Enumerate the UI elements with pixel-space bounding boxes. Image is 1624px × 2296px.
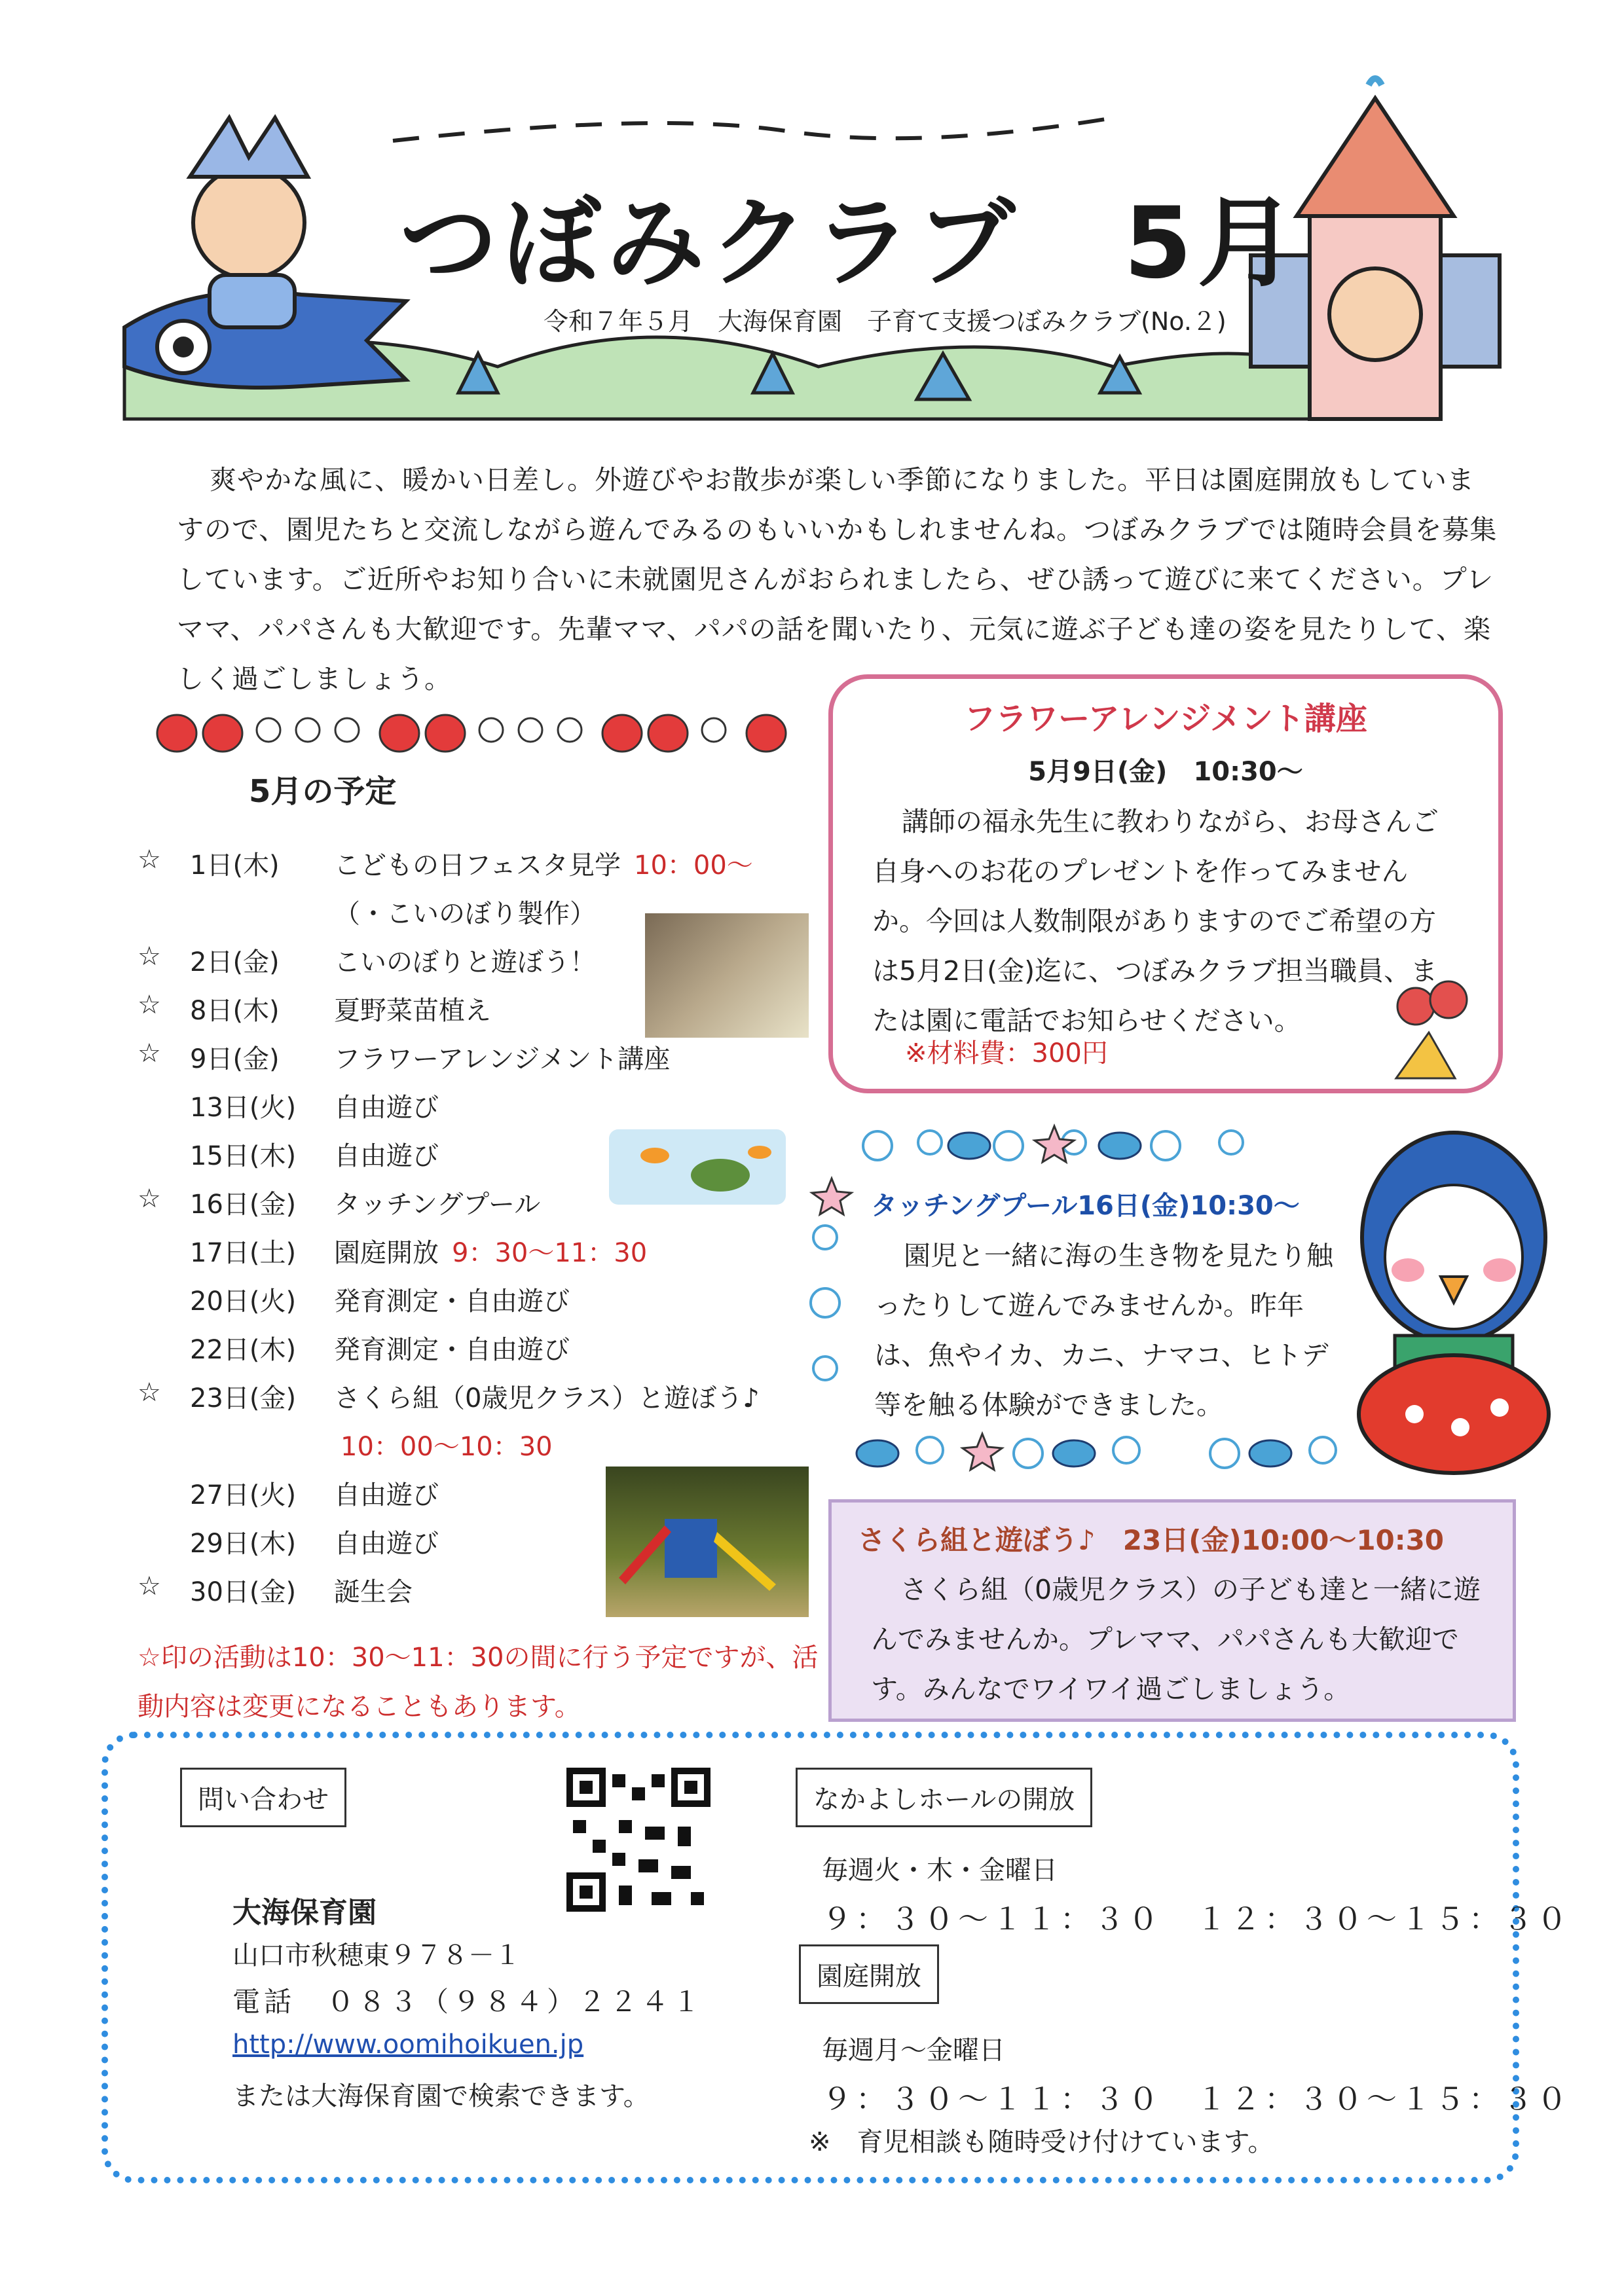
schedule-text-group [334, 1329, 583, 1366]
schedule-star: ☆ [138, 990, 161, 1020]
sakura-title: さくら組と遊ぼう♪ 23日(金)10:00～10:30 [858, 1524, 1445, 1556]
photo-activity-room [645, 913, 809, 1038]
schedule-text: 自由遊び [334, 1141, 439, 1171]
schedule-day: 30日(金) [190, 1577, 297, 1607]
intro-paragraph: 爽やかな風に、暖かい日差し。外遊びやお散歩が楽しい季節になりました。平日は園庭開放もしていますので、園児たちと交流しながら遊んでみるのもいいかもしれませんね。つぼみクラブでは随時会員を募集しています。ご近所やお知り合いに未就園児さんがおられましたら、ぜひ誘って遊びに来てください。プレママ、パパさんも大歓迎です。先輩ママ、パパの話を聞いたり、元気に遊ぶ子ども達の姿を見たりして、楽しく過ごしましょう。 [177, 464, 1498, 695]
garden-label: 園庭開放 [799, 1944, 939, 2004]
schedule-text-group [334, 1571, 426, 1609]
schedule-day: 22日(木) [190, 1335, 297, 1365]
schedule-text-group [334, 941, 609, 979]
schedule-text: 自由遊び [334, 1480, 439, 1510]
flower-bouquet-icon [1370, 967, 1488, 1085]
schedule-day: 9日(金) [190, 1044, 280, 1074]
schedule-text: こどもの日フェスタ見学 [334, 850, 621, 881]
photo-playground [606, 1467, 809, 1617]
schedule-text-group [334, 1038, 683, 1076]
flower-time: 5月9日(金) 10:30～ [1028, 757, 1303, 787]
strawberry-garland-decoration [151, 704, 812, 756]
flower-arrangement-box [828, 674, 1503, 1093]
schedule-star: ☆ [138, 941, 161, 972]
flower-fee: ※材料費：300円 [905, 1038, 1108, 1068]
schedule-text: さくら組（0歳児クラス）と遊ぼう♪ [334, 1383, 760, 1413]
schedule-time: 9：30～11：30 [452, 1238, 648, 1268]
schedule-text-group [334, 893, 609, 930]
schedule-day: 1日(木) [190, 850, 280, 881]
garden-days: 毎週月～金曜日 [822, 2035, 1005, 2066]
schedule-text-group [334, 1281, 583, 1318]
schedule-day: 2日(金) [190, 947, 280, 977]
schedule-text-group [334, 1135, 452, 1173]
schedule-text-group [334, 1377, 773, 1415]
schedule-text-group [334, 1523, 452, 1560]
schedule-day: 20日(火) [190, 1286, 297, 1317]
pool-body: 園児と一緒に海の生き物を見たり触ったりして遊んでみませんか。昨年は、魚やイカ、カニ、ナマコ、ヒトデ等を触る体験ができました。 [874, 1240, 1333, 1421]
schedule-text-group [341, 1426, 553, 1463]
schedule-text: フラワーアレンジメント講座 [334, 1044, 671, 1074]
schedule-day: 13日(火) [190, 1093, 297, 1123]
penguin-mascot-illustration [1356, 1106, 1552, 1480]
consult-note: ※ 育児相談も随時受け付けています。 [809, 2127, 1274, 2157]
schedule-star: ☆ [138, 1184, 161, 1214]
schedule-star: ☆ [138, 1038, 161, 1068]
search-note: または大海保育園で検索できます。 [232, 2081, 650, 2111]
org-phone: 電話 ０８３（９８４）２２４１ [232, 1986, 705, 2018]
schedule-text: 自由遊び [334, 1529, 439, 1559]
schedule-day: 17日(土) [190, 1238, 297, 1268]
schedule-time: 10：00～ [634, 850, 753, 881]
schedule-text: 発育測定・自由遊び [334, 1335, 570, 1365]
sakura-class-box [828, 1499, 1516, 1722]
schedule-text: 園庭開放 [334, 1238, 439, 1268]
schedule-text-group [334, 845, 753, 882]
schedule-text: タッチングプール [334, 1190, 541, 1220]
contact-label: 問い合わせ [180, 1768, 346, 1827]
flower-title: フラワーアレンジメント講座 [964, 701, 1367, 737]
sakura-body: さくら組（0歳児クラス）の子ども達と一緒に遊んでみませんか。プレママ、パパさんも大歓迎です。みんなでワイワイ過ごしましょう。 [871, 1574, 1481, 1705]
schedule-star: ☆ [138, 1377, 161, 1408]
schedule-day: 27日(火) [190, 1480, 297, 1510]
schedule-day: 23日(金) [190, 1383, 297, 1413]
schedule-text-group [334, 990, 504, 1027]
schedule-star: ☆ [138, 845, 161, 875]
website-link[interactable]: http://www.oomihoikuen.jp [232, 2030, 584, 2060]
flower-body: 講師の福永先生に教わりながら、お母さんご自身へのお花のプレゼントを作ってみませんか。今回は人数制限がありますのでご希望の方は5月2日(金)迄に、つぼみクラブ担当職員、または園に電話でお知らせください。 [872, 806, 1439, 1036]
schedule-time: 10：00～10：30 [341, 1432, 553, 1462]
schedule-text-group [334, 1087, 452, 1124]
org-address: 山口市秋穂東９７８－１ [232, 1941, 521, 1971]
schedule-star: ☆ [138, 1571, 161, 1601]
schedule-text: 誕生会 [334, 1577, 413, 1607]
schedule-text: 夏野菜苗植え [334, 996, 491, 1026]
qr-code-icon[interactable] [566, 1768, 710, 1912]
schedule-day: 8日(木) [190, 996, 280, 1026]
schedule-heading: 5月の予定 [249, 773, 397, 810]
schedule-text-group [334, 1474, 452, 1512]
garden-hours: ９：３０～１１：３０ １２：３０～１５：３０ [822, 2081, 1571, 2117]
schedule-day: 29日(木) [190, 1529, 297, 1559]
pool-title: タッチングプール16日(金)10:30～ [871, 1191, 1300, 1221]
page-subtitle: 令和７年５月 大海保育園 子育て支援つぼみクラブ(No.２) [544, 307, 1227, 336]
schedule-text-group [334, 1184, 553, 1221]
hall-days: 毎週火・木・金曜日 [822, 1855, 1058, 1886]
schedule-text-group [334, 1232, 647, 1269]
schedule-text: 自由遊び [334, 1093, 439, 1123]
hall-label: なかよしホールの開放 [796, 1768, 1092, 1827]
schedule-day: 16日(金) [190, 1190, 297, 1220]
schedule-text: こいのぼりと遊ぼう！ [334, 947, 596, 977]
schedule-text: 発育測定・自由遊び [334, 1286, 570, 1317]
org-name: 大海保育園 [232, 1896, 377, 1929]
hall-hours: ９：３０～１１：３０ １２：３０～１５：３０ [822, 1901, 1571, 1937]
schedule-note: ☆印の活動は10：30～11：30の間に行う予定ですが、活動内容は変更になることもあります。 [138, 1643, 819, 1722]
footer-info-box [101, 1732, 1571, 2183]
schedule-day: 15日(木) [190, 1141, 297, 1171]
fish-illustration [609, 1129, 786, 1205]
page-title: つぼみクラブ 5月 [399, 187, 1301, 301]
schedule-text: （・こいのぼり製作） [334, 899, 596, 929]
